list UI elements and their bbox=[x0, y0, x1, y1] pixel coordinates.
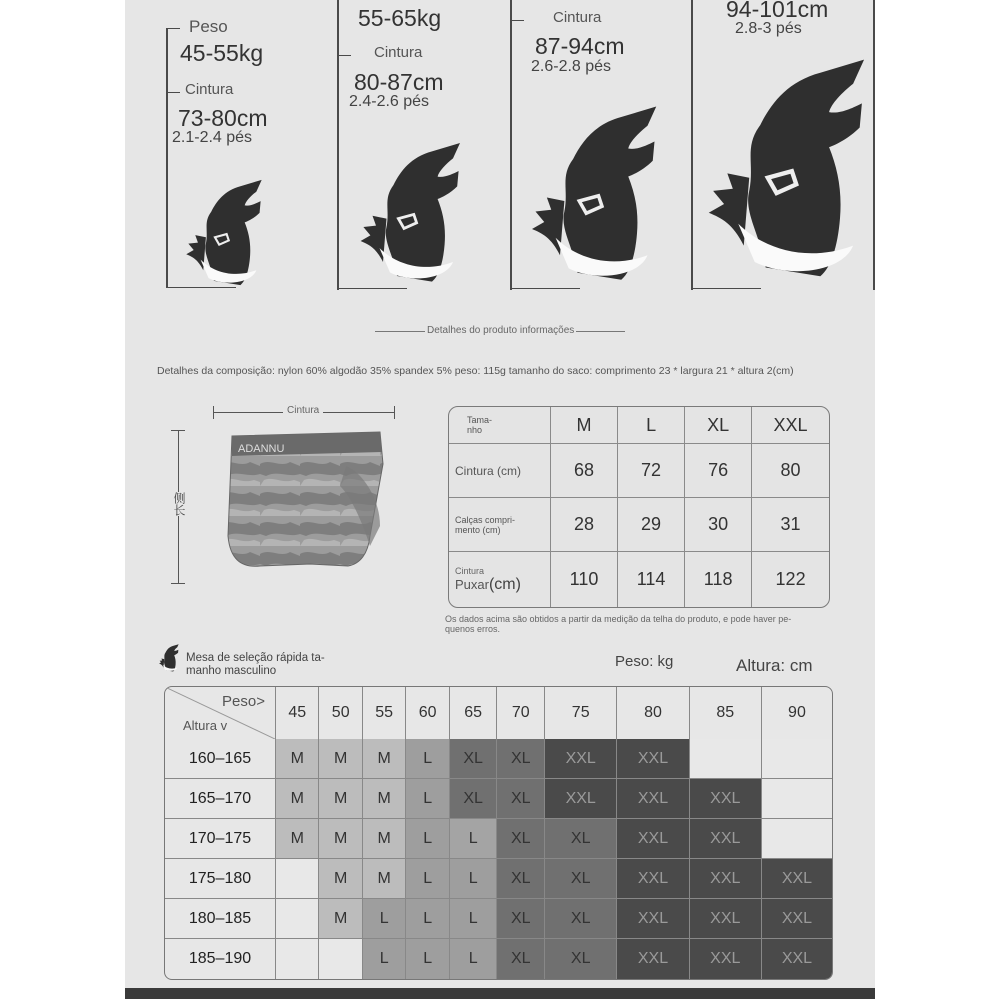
size-recommendation-cell: L bbox=[450, 899, 498, 939]
size-recommendation-cell: XXL bbox=[762, 899, 832, 939]
size-recommendation-cell: L bbox=[406, 859, 449, 899]
size-recommendation-cell: XL bbox=[545, 899, 617, 939]
size-cell: 80 bbox=[752, 444, 829, 498]
size-recommendation-cell: XXL bbox=[545, 779, 617, 819]
height-ruler-2 bbox=[337, 0, 339, 290]
size-recommendation-cell: L bbox=[450, 939, 498, 979]
waist-range: 80-87cm bbox=[354, 69, 444, 95]
weight-col-header: 90 bbox=[788, 704, 806, 721]
length-row-label: Calças compri- mento (cm) bbox=[449, 498, 551, 552]
size-recommendation-cell: L bbox=[406, 779, 449, 819]
size-recommendation-cell: L bbox=[450, 859, 498, 899]
ruler-tick bbox=[337, 55, 351, 56]
size-recommendation-cell: XL bbox=[497, 819, 545, 859]
size-col-header: XXL bbox=[752, 407, 829, 444]
height-ruler-4 bbox=[691, 0, 693, 290]
height-unit-label: Altura: cm bbox=[736, 656, 813, 675]
height-row-label: 170–175 bbox=[165, 819, 276, 859]
composition-text: Detalhes da composição: nylon 60% algodão 35% spandex 5% peso: 115g tamanho do saco: comprimento 23 * largura 21 * altura 2(cm) bbox=[157, 365, 794, 377]
size-cell: 122 bbox=[775, 569, 806, 589]
quick-table-corner bbox=[165, 687, 276, 739]
corner-diagonal bbox=[165, 687, 275, 739]
size-recommendation-cell: L bbox=[450, 819, 498, 859]
waist-range: 87-94cm bbox=[535, 33, 625, 59]
waist-row-label: Cintura (cm) bbox=[449, 444, 551, 498]
measure-cap bbox=[394, 406, 395, 419]
weight-col-header: 55 bbox=[363, 687, 406, 739]
size-recommendation-cell: XXL bbox=[762, 859, 832, 899]
size-recommendation-cell: M bbox=[363, 739, 406, 779]
size-measurement-table bbox=[448, 406, 830, 608]
size-recommendation-cell: L bbox=[406, 939, 449, 979]
measurement-note: Os dados acima são obtidos a partir da medição da telha do produto, e pode haver pe- quenos erros. bbox=[445, 614, 792, 634]
corner-height-label: Altura v bbox=[183, 718, 228, 733]
measure-cap bbox=[213, 406, 214, 419]
size-table-corner: Tama- nho bbox=[449, 407, 551, 444]
corner-weight-label: Peso> bbox=[222, 693, 265, 710]
waist-label: Cintura bbox=[374, 44, 423, 61]
waist-range: 73-80cm bbox=[178, 105, 268, 131]
side-length-label: 侧长 bbox=[172, 492, 186, 516]
size-recommendation-cell: M bbox=[363, 859, 406, 899]
size-recommendation-cell: M bbox=[276, 739, 319, 779]
section-title: Detalhes do produto informações bbox=[427, 325, 575, 336]
ruler-tick bbox=[166, 28, 180, 29]
waist-measure-label: Cintura bbox=[283, 405, 323, 416]
size-cell: 68 bbox=[551, 444, 618, 498]
height-row-label: 180–185 bbox=[165, 899, 276, 939]
waist-label: Cintura bbox=[553, 9, 602, 26]
stretch-row-label bbox=[449, 552, 551, 607]
size-recommendation-cell: XL bbox=[545, 819, 617, 859]
ruler-tick bbox=[166, 92, 180, 93]
brand-text: ADANNU bbox=[238, 443, 285, 455]
quick-table-title: Mesa de seleção rápida ta- manho masculino bbox=[186, 652, 325, 677]
dinosaur-mascot-icon bbox=[355, 138, 467, 288]
size-col-header: M bbox=[551, 407, 618, 444]
size-recommendation-cell bbox=[276, 899, 319, 939]
size-recommendation-cell: XXL bbox=[617, 899, 689, 939]
size-recommendation-cell bbox=[762, 779, 832, 819]
waist-range: 94-101cm bbox=[726, 0, 829, 22]
weight-col-header: 65 bbox=[450, 687, 498, 739]
size-cell: 114 bbox=[618, 552, 685, 607]
height-feet: 2.6-2.8 pés bbox=[531, 58, 612, 75]
size-recommendation-cell: XXL bbox=[617, 779, 689, 819]
size-recommendation-cell: M bbox=[319, 739, 362, 779]
size-recommendation-cell: XL bbox=[450, 779, 498, 819]
size-recommendation-cell: L bbox=[363, 939, 406, 979]
size-cell: 30 bbox=[685, 498, 752, 552]
size-recommendation-cell: M bbox=[276, 779, 319, 819]
size-recommendation-cell: L bbox=[406, 899, 449, 939]
ruler-base bbox=[691, 288, 761, 289]
weight-col-header: 75 bbox=[545, 687, 617, 739]
size-guide-sheet bbox=[125, 0, 875, 999]
height-ruler-1 bbox=[166, 28, 168, 288]
size-col-header: L bbox=[618, 407, 685, 444]
boxer-brief-product-image bbox=[220, 426, 390, 574]
dinosaur-mascot-icon bbox=[525, 100, 665, 288]
height-feet: 2.8-3 pés bbox=[735, 20, 802, 37]
size-cell: 29 bbox=[618, 498, 685, 552]
bottom-edge-strip bbox=[125, 988, 875, 999]
weight-col-header: 50 bbox=[319, 687, 362, 739]
size-recommendation-cell: XXL bbox=[545, 739, 617, 779]
measure-cap bbox=[171, 430, 185, 431]
stretch-label-small: Cintura bbox=[455, 565, 485, 576]
size-recommendation-cell bbox=[690, 739, 762, 779]
ruler-tick bbox=[510, 20, 524, 21]
size-recommendation-cell: M bbox=[319, 859, 362, 899]
size-recommendation-cell: M bbox=[363, 819, 406, 859]
weight-range: 55-65kg bbox=[358, 5, 442, 31]
size-recommendation-cell: XXL bbox=[690, 859, 762, 899]
size-recommendation-cell: M bbox=[319, 899, 362, 939]
size-cell: 118 bbox=[685, 552, 752, 607]
size-recommendation-cell: XL bbox=[545, 859, 617, 899]
size-cell: 28 bbox=[551, 498, 618, 552]
ruler-base bbox=[510, 288, 580, 289]
size-recommendation-cell: XL bbox=[497, 739, 545, 779]
size-cell: 72 bbox=[618, 444, 685, 498]
size-recommendation-cell: M bbox=[276, 819, 319, 859]
height-row-label: 160–165 bbox=[165, 739, 276, 779]
dinosaur-mascot-icon bbox=[700, 50, 875, 288]
size-cell: 110 bbox=[551, 552, 618, 607]
size-recommendation-cell: XXL bbox=[762, 939, 832, 979]
size-cell: 76 bbox=[685, 444, 752, 498]
quick-size-table bbox=[164, 686, 833, 980]
size-recommendation-cell: XXL bbox=[617, 939, 689, 979]
height-row-label: 175–180 bbox=[165, 859, 276, 899]
size-recommendation-cell: XL bbox=[545, 939, 617, 979]
height-feet: 2.4-2.6 pés bbox=[349, 93, 430, 110]
weight-col-header: 80 bbox=[617, 687, 689, 739]
height-feet: 2.1-2.4 pés bbox=[172, 129, 253, 146]
stretch-label: Puxar bbox=[455, 576, 489, 592]
size-recommendation-cell: XXL bbox=[690, 939, 762, 979]
size-recommendation-cell: XL bbox=[497, 939, 545, 979]
dinosaur-small-icon bbox=[158, 640, 180, 676]
size-recommendation-cell: L bbox=[406, 819, 449, 859]
size-recommendation-cell: XL bbox=[497, 899, 545, 939]
size-recommendation-cell: L bbox=[406, 739, 449, 779]
height-row-label: 185–190 bbox=[165, 939, 276, 979]
size-recommendation-cell bbox=[319, 939, 362, 979]
size-recommendation-cell: XL bbox=[497, 859, 545, 899]
size-recommendation-cell bbox=[276, 939, 319, 979]
size-recommendation-cell: M bbox=[363, 779, 406, 819]
size-recommendation-cell: XL bbox=[450, 739, 498, 779]
height-ruler-3 bbox=[510, 0, 512, 290]
dinosaur-mascot-icon bbox=[182, 178, 267, 288]
size-recommendation-cell: XXL bbox=[690, 899, 762, 939]
height-row-label: 165–170 bbox=[165, 779, 276, 819]
measure-cap bbox=[171, 583, 185, 584]
weight-label: Peso bbox=[189, 17, 228, 36]
size-recommendation-cell: XL bbox=[497, 779, 545, 819]
size-recommendation-cell: M bbox=[319, 779, 362, 819]
waist-label: Cintura bbox=[185, 81, 234, 98]
size-recommendation-cell: XXL bbox=[617, 739, 689, 779]
stretch-unit: (cm) bbox=[488, 575, 521, 593]
size-cell: 31 bbox=[752, 498, 829, 552]
weight-col-header: 70 bbox=[497, 687, 545, 739]
size-col-header: XL bbox=[685, 407, 752, 444]
size-recommendation-cell bbox=[762, 739, 832, 779]
size-recommendation-cell: XXL bbox=[690, 819, 762, 859]
weight-range: 45-55kg bbox=[180, 40, 264, 66]
ruler-base bbox=[337, 288, 407, 289]
weight-col-header: 60 bbox=[406, 687, 449, 739]
size-recommendation-cell: L bbox=[363, 899, 406, 939]
size-recommendation-cell: XXL bbox=[617, 819, 689, 859]
weight-col-header: 45 bbox=[276, 687, 319, 739]
weight-col-header: 85 bbox=[690, 687, 762, 739]
size-recommendation-cell: XXL bbox=[690, 779, 762, 819]
size-recommendation-cell bbox=[276, 859, 319, 899]
size-recommendation-cell bbox=[762, 819, 832, 859]
size-recommendation-cell: M bbox=[319, 819, 362, 859]
weight-unit-label: Peso: kg bbox=[615, 653, 674, 670]
size-recommendation-cell: XXL bbox=[617, 859, 689, 899]
